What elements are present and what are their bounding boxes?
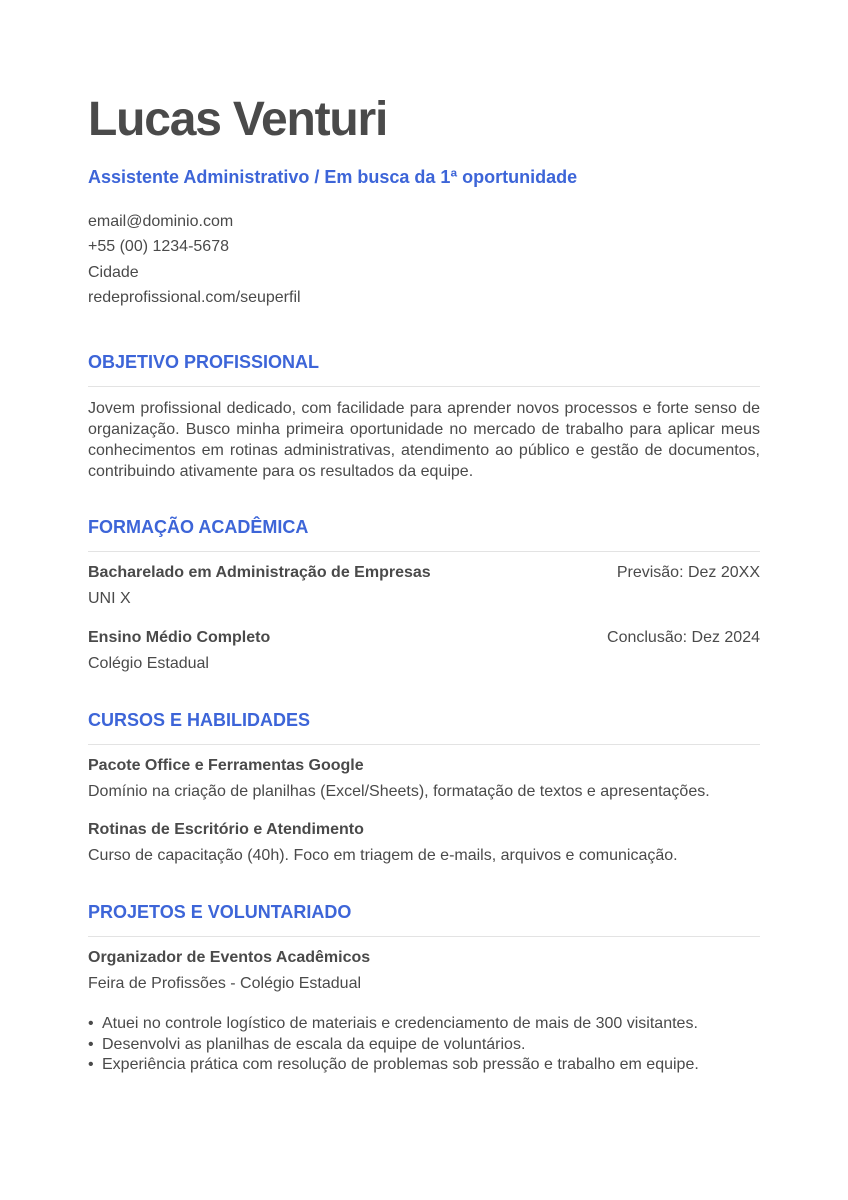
contact-phone: +55 (00) 1234-5678 (88, 238, 229, 256)
skill-description: Curso de capacitação (40h). Foco em triagem de e-mails, arquivos e comunicação. (88, 847, 678, 865)
section-skills (88, 708, 760, 867)
contact-city: Cidade (88, 263, 139, 281)
education-institution: Colégio Estadual (88, 655, 209, 673)
project-place: Feira de Profissões - Colégio Estadual (88, 975, 362, 993)
education-course: Ensino Médio Completo (88, 629, 271, 647)
project-bullets (88, 1014, 760, 1076)
section-divider (88, 936, 760, 937)
section-projects (88, 900, 760, 1076)
skill-name: Pacote Office e Ferramentas Google (88, 757, 364, 775)
project-role: Organizador de Eventos Acadêmicos (88, 949, 371, 967)
candidate-name: Lucas Venturi (88, 93, 388, 146)
bullet-icon: • (88, 1015, 94, 1033)
list-item (88, 1014, 760, 1035)
project-item (88, 947, 760, 1076)
bullet-text: Atuei no controle logístico de materiais e credenciamento de mais de 300 visitantes. (102, 1015, 698, 1033)
section-divider (88, 551, 760, 552)
section-divider (88, 744, 760, 745)
education-date: Conclusão: Dez 2024 (607, 629, 760, 647)
section-title-skills: CURSOS E HABILIDADES (88, 710, 311, 731)
list-item (88, 1055, 760, 1076)
education-item (88, 562, 760, 610)
contact-email: email@dominio.com (88, 213, 234, 230)
bullet-text: Experiência prática com resolução de problemas sob pressão e trabalho em equipe. (102, 1056, 699, 1074)
objective-text: Jovem profissional dedicado, com facilidade para aprender novos processos e forte senso de organização. Busco minha primeira oportunidade no mercado de trabalho para aplicar meus conhecimentos em rotinas administrativas, atendimento ao público e gestão de documentos, contribuindo ativamente para os resultados da equipe. (88, 400, 760, 481)
education-item (88, 627, 760, 675)
bullet-icon: • (88, 1035, 94, 1053)
education-date: Previsão: Dez 20XX (616, 564, 760, 582)
section-title-projects: PROJETOS E VOLUNTARIADO (88, 902, 352, 923)
skill-name: Rotinas de Escritório e Atendimento (88, 821, 364, 839)
education-institution: UNI X (88, 590, 131, 608)
skill-item (88, 819, 760, 867)
section-objective (88, 350, 760, 482)
section-title-objective: OBJETIVO PROFISSIONAL (88, 352, 320, 373)
section-title-education: FORMAÇÃO ACADÊMICA (88, 517, 309, 538)
bullet-icon: • (88, 1056, 94, 1074)
candidate-role: Assistente Administrativo / Em busca da 1ª oportunidade (88, 167, 578, 187)
education-course: Bacharelado em Administração de Empresas (88, 564, 431, 582)
section-education (88, 515, 760, 675)
skill-description: Domínio na criação de planilhas (Excel/Sheets), formatação de textos e apresentações. (88, 783, 710, 801)
contact-block (88, 209, 760, 310)
list-item (88, 1035, 760, 1056)
skill-item (88, 755, 760, 803)
section-divider (88, 386, 760, 387)
bullet-text: Desenvolvi as planilhas de escala da equipe de voluntários. (102, 1035, 526, 1053)
contact-profile: redeprofissional.com/seuperfil (88, 288, 301, 306)
